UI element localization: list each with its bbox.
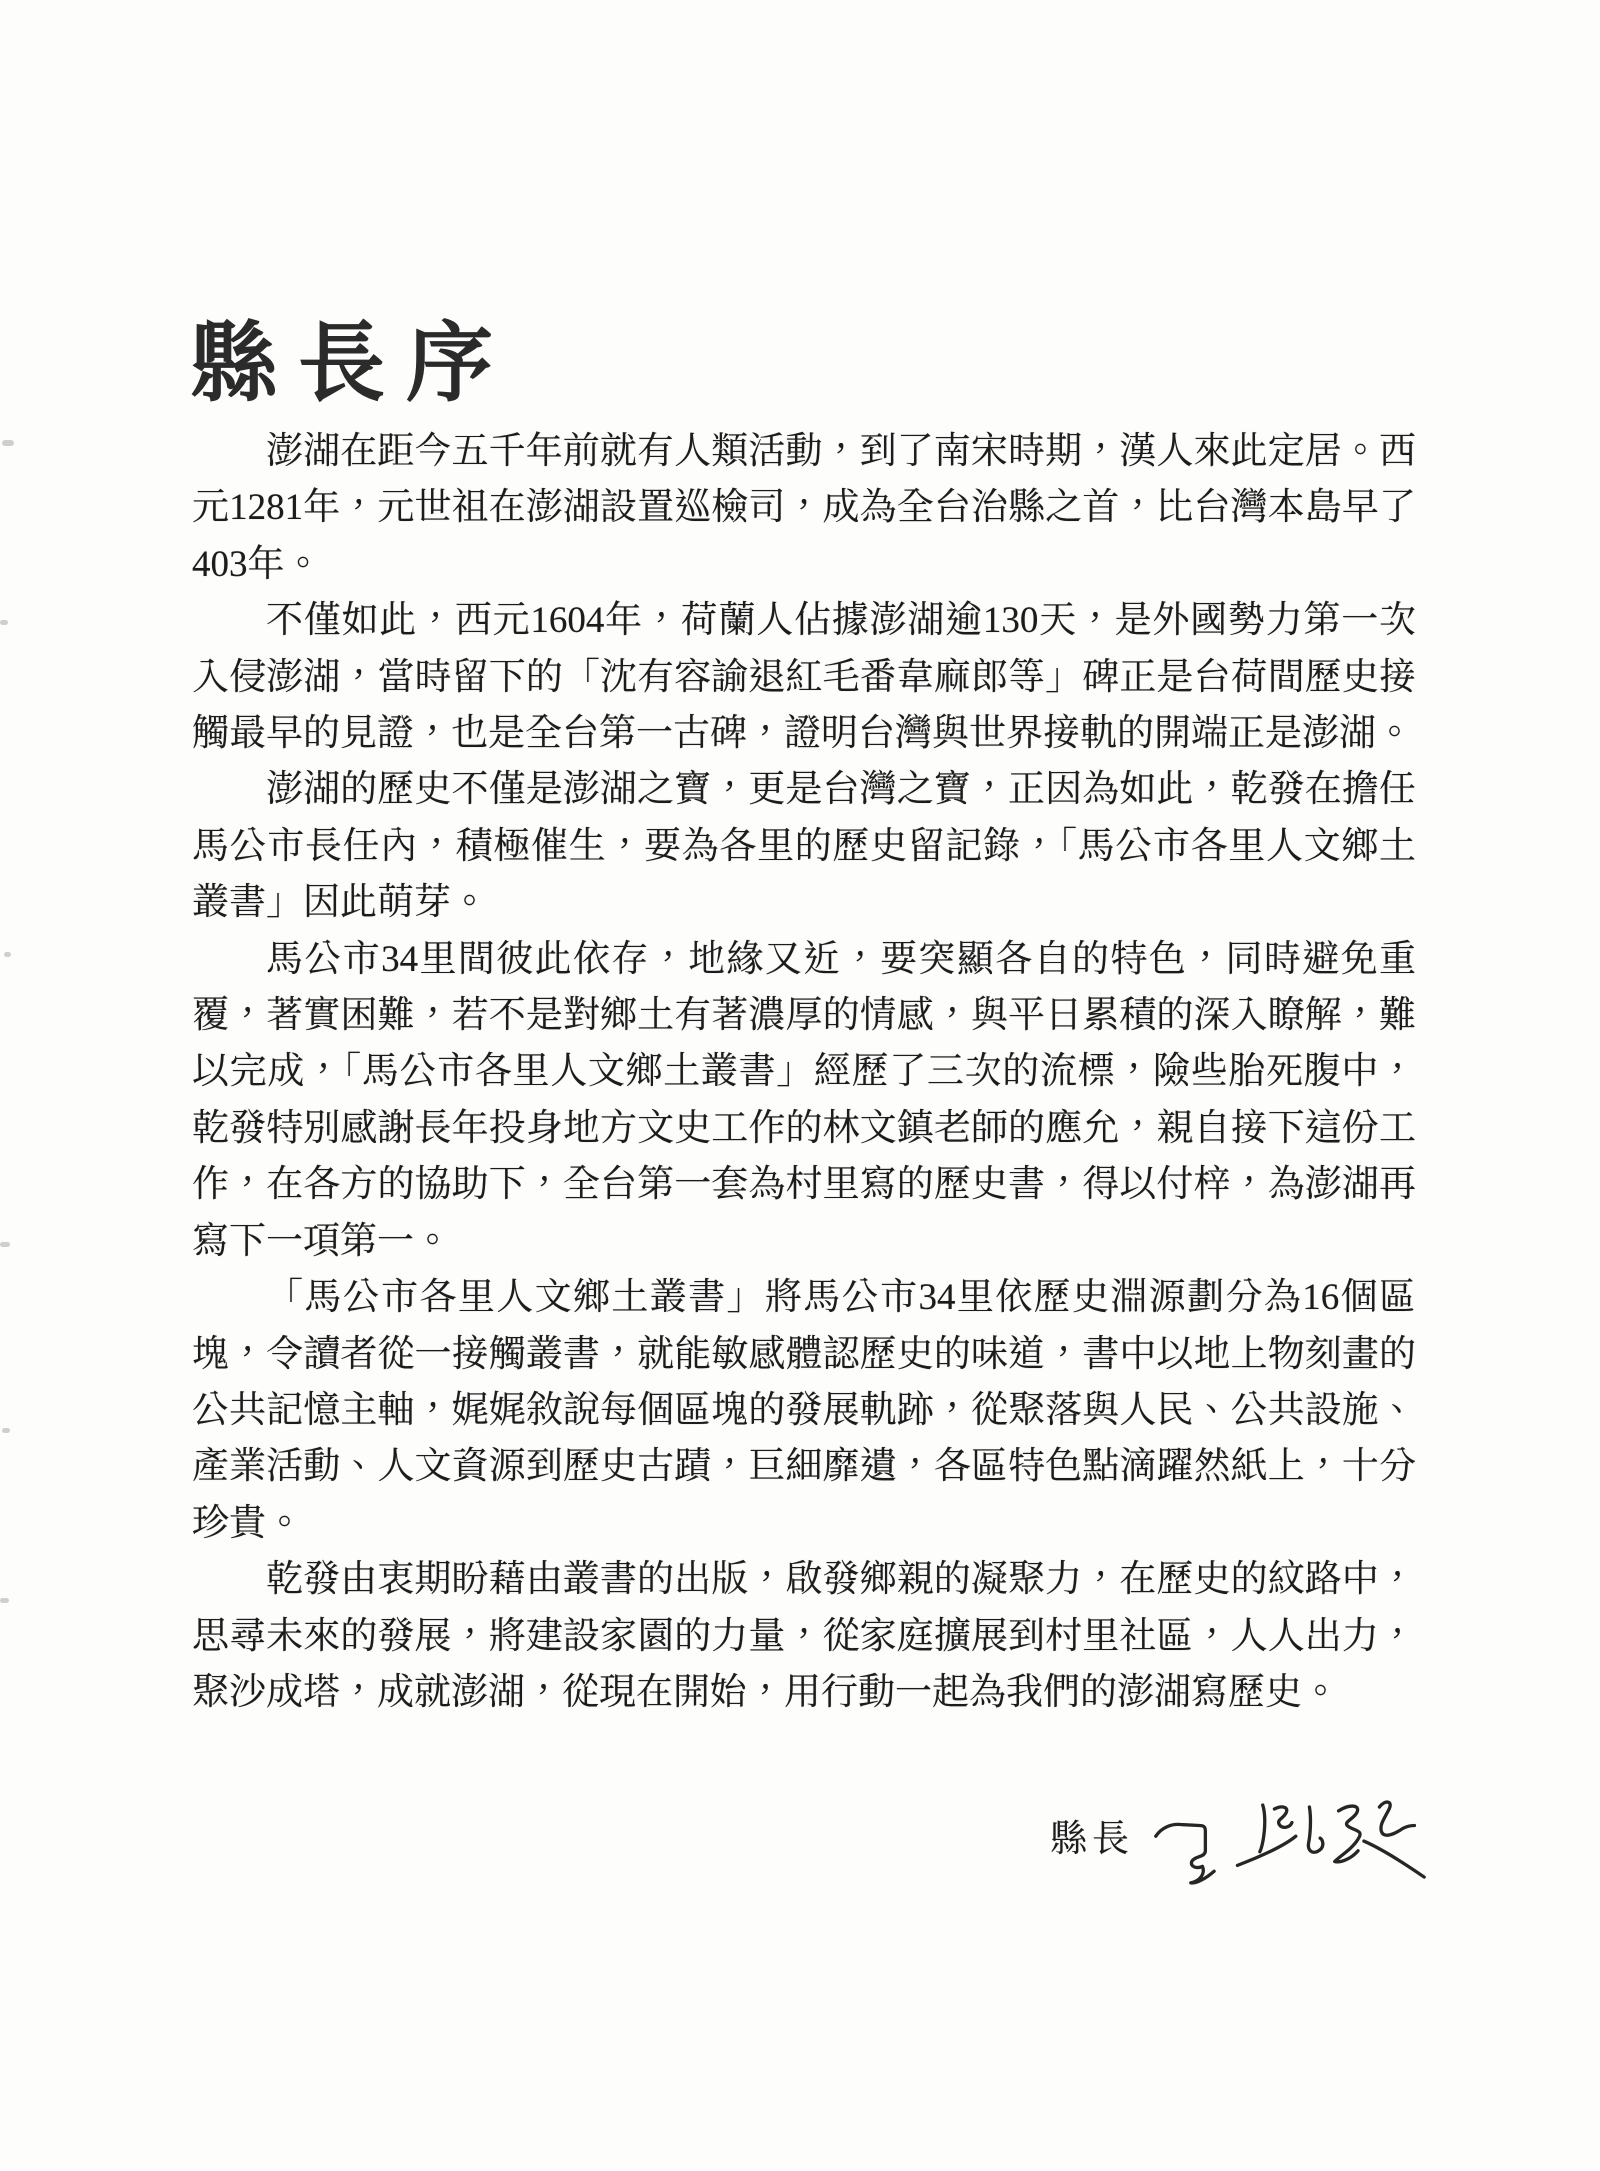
preface-paragraph-2: 不僅如此，西元1604年，荷蘭人佔據澎湖逾130天，是外國勢力第一次入侵澎湖，當時留下的「沈有容諭退紅毛番韋麻郎等」碑正是台荷間歷史接觸最早的見證，也是全台第一古碑，證明台灣與世界接軌的開端正是澎湖。 <box>192 600 1416 755</box>
scan-speck <box>0 620 8 625</box>
scan-speck <box>4 952 11 957</box>
preface-paragraph-5: 「馬公市各里人文鄉土叢書」將馬公市34里依歷史淵源劃分為16個區塊，令讀者從一接觸叢書，就能敏感體認歷史的味道，書中以地上物刻畫的公共記憶主軸，娓娓敘說每個區塊的發展軌跡，從聚落與人民、公共設施、產業活動、人文資源到歷史古蹟，巨細靡遺，各區特色點滴躍然紙上，十分珍貴。 <box>192 1277 1416 1544</box>
preface-paragraph-4: 馬公市34里間彼此依存，地緣又近，要突顯各自的特色，同時避免重覆，著實困難，若不是對鄉土有著濃厚的情感，與平日累積的深入瞭解，難以完成，「馬公市各里人文鄉土叢書」經歷了三次的流標，險些胎死腹中，乾發特別感謝長年投身地方文史工作的林文鎮老師的應允，親自接下這份工作，在各方的協助下，全台第一套為村里寫的歷史書，得以付梓，為澎湖再寫下一項第一。 <box>192 938 1416 1262</box>
preface-paragraph-6: 乾發由衷期盼藉由叢書的出版，啟發鄉親的凝聚力，在歷史的紋路中，思尋未來的發展，將建設家園的力量，從家庭擴展到村里社區，人人出力，聚沙成塔，成就澎湖，從現在開始，用行動一起為我們的澎湖寫歷史。 <box>192 1559 1416 1713</box>
preface-paragraph-1: 澎湖在距今五千年前就有人類活動，到了南宋時期，漢人來此定居。西元1281年，元世祖在澎湖設置巡檢司，成為全台治縣之首，比台灣本島早了403年。 <box>192 431 1416 585</box>
magistrate-signature-handwriting-icon <box>1148 1796 1430 1891</box>
preface-body <box>192 424 1416 1721</box>
page-title: 縣長序 <box>190 315 514 413</box>
scan-speck <box>2 440 14 446</box>
signature-title-label: 縣長 <box>1050 1819 1134 1860</box>
preface-paragraph-3: 澎湖的歷史不僅是澎湖之寶，更是台灣之寶，正因為如此，乾發在擔任馬公市長任內，積極催生，要為各里的歷史留記錄，「馬公市各里人文鄉土叢書」因此萌芽。 <box>192 769 1416 924</box>
signature-block <box>1050 1796 1430 1891</box>
scan-speck <box>0 1242 10 1247</box>
scan-speck <box>2 1428 10 1433</box>
scan-speck <box>0 1598 9 1603</box>
